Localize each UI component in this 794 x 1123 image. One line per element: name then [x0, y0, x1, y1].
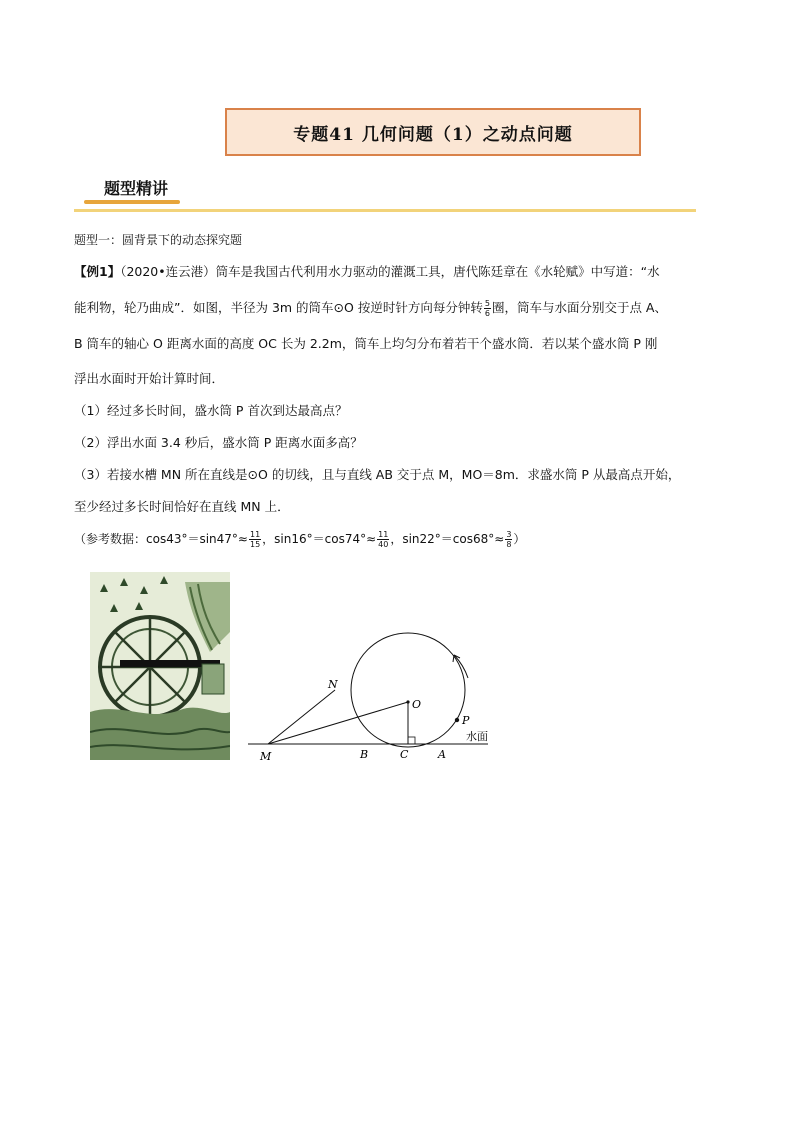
- reference-data: [74, 530, 525, 549]
- question-1: （1）经过多长时间，盛水筒 P 首次到达最高点？: [74, 403, 348, 418]
- geometry-diagram: [240, 610, 500, 770]
- ref-f3-num: 3: [506, 530, 512, 539]
- water-wheel-illustration: [90, 572, 230, 760]
- rotation-arrow: [454, 655, 468, 678]
- point-o: [406, 700, 409, 703]
- example-label: 【例1】: [74, 264, 121, 279]
- tangent-mn: [268, 690, 335, 744]
- example-line-4: 浮出水面时开始计算时间．: [74, 371, 225, 386]
- label-b: B: [360, 748, 369, 761]
- label-c: C: [400, 748, 409, 761]
- ref-suffix: ）: [513, 532, 526, 546]
- point-p: [455, 718, 459, 722]
- ref-f3-den: 8: [506, 540, 512, 549]
- page-title: 专题41 几何问题（1）之动点问题: [293, 124, 573, 145]
- ref-fraction-1: [249, 530, 261, 549]
- section-accent-bar: [84, 200, 180, 204]
- rotation-fraction: [484, 299, 491, 318]
- title-box: [225, 108, 641, 156]
- example-text-2a: 能利物，轮乃曲成”．如图，半径为 3m 的筒车⊙O 按逆时针方向每分钟转: [74, 300, 483, 315]
- section-label: 题型精讲: [104, 179, 169, 198]
- ref-f1-den: 15: [249, 540, 261, 549]
- ref-mid-1: ，sin16°＝cos74°≈: [262, 532, 377, 546]
- ref-f2-num: 11: [378, 530, 389, 539]
- section-divider: [74, 209, 696, 212]
- example-text-2b: 圈，筒车与水面分别交于点 A、: [491, 300, 667, 315]
- example-line-1: [74, 262, 660, 280]
- rotation-den: 6: [484, 309, 490, 318]
- ref-mid-2: ，sin22°＝cos68°≈: [390, 532, 505, 546]
- type-heading: 题型一：圆背景下的动态探究题: [74, 233, 243, 247]
- ref-prefix: （参考数据：cos43°＝sin47°≈: [74, 532, 248, 546]
- label-o: O: [412, 698, 422, 711]
- ref-f2-den: 40: [378, 540, 389, 549]
- ref-f1-num: 11: [249, 530, 261, 539]
- label-m: M: [260, 750, 272, 763]
- example-line-2: [74, 298, 667, 318]
- label-n: N: [328, 678, 338, 691]
- segment-mo: [268, 702, 408, 744]
- ref-fraction-2: [377, 530, 389, 549]
- label-p: P: [462, 714, 470, 727]
- question-2: （2）浮出水面 3.4 秒后，盛水筒 P 距离水面多高？: [74, 435, 363, 450]
- label-water: 水面: [466, 730, 488, 743]
- label-a: A: [438, 748, 446, 761]
- right-angle-mark: [408, 737, 415, 744]
- ref-fraction-3: [505, 530, 512, 549]
- question-3b: 至少经过多长时间恰好在直线 MN 上．: [74, 499, 290, 514]
- question-3a: （3）若接水槽 MN 所在直线是⊙O 的切线，且与直线 AB 交于点 M，MO＝8m．求盛水筒 P 从最高点开始，: [74, 467, 681, 482]
- example-text-1: （2020•连云港）筒车是我国古代利用水力驱动的灌溉工具，唐代陈廷章在《水轮赋》中写道：“水: [120, 264, 660, 279]
- rotation-num: 5: [484, 299, 490, 308]
- example-line-3: B 筒车的轴心 O 距离水面的高度 OC 长为 2.2m，筒车上均匀分布着若干个盛水筒．若以某个盛水筒 P 刚: [74, 336, 658, 351]
